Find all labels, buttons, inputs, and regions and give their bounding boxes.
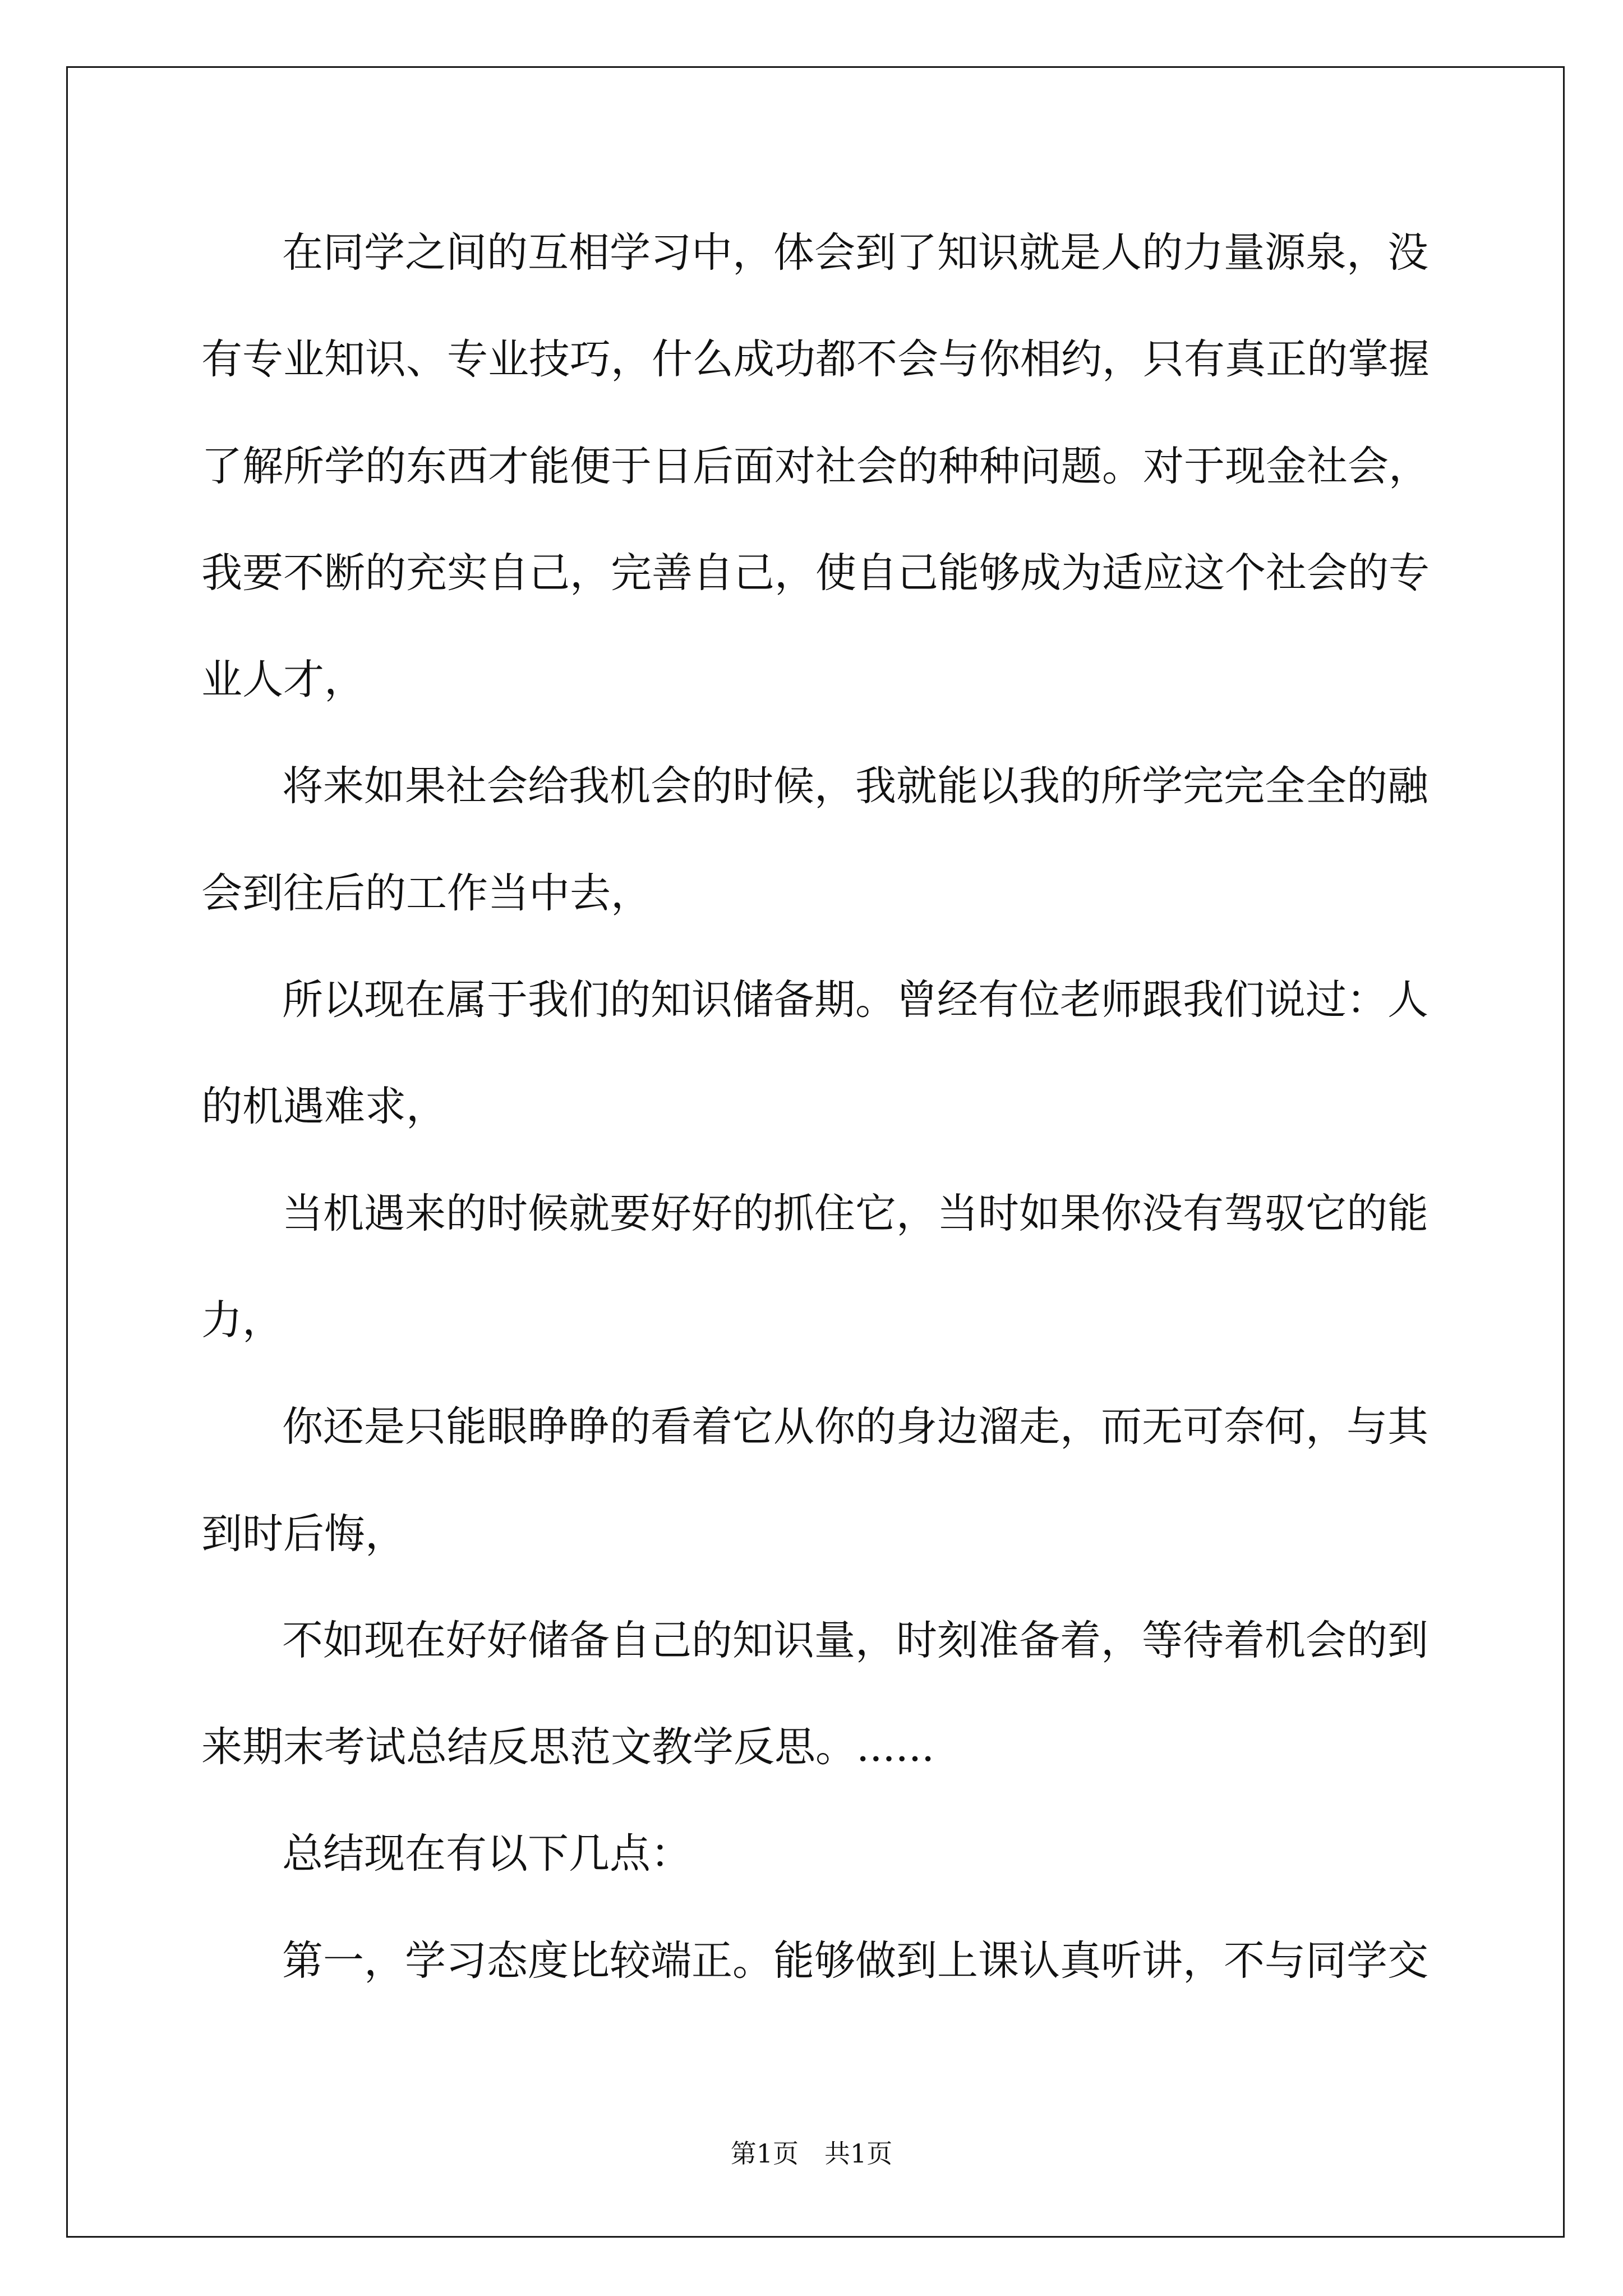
text-line: 会到往后的工作当中去， — [201, 869, 652, 917]
paragraph — [201, 1801, 1469, 1907]
text-line: 不如现在好好储备自己的知识量，时刻准备着，等待着机会的到 — [282, 1616, 1428, 1664]
paragraph — [201, 1161, 1469, 1374]
text-line: 所以现在属于我们的知识储备期。曾经有位老师跟我们说过：人 — [282, 976, 1428, 1024]
text-line: 将来如果社会给我机会的时候，我就能以我的所学完完全全的融 — [282, 762, 1428, 811]
text-line: 业人才， — [201, 656, 365, 704]
paragraph — [201, 1908, 1469, 2014]
text-line: 当机遇来的时候就要好好的抓住它，当时如果你没有驾驭它的能 — [282, 1189, 1428, 1237]
text-line: 在同学之间的互相学习中，体会到了知识就是人的力量源泉，没 — [282, 229, 1428, 277]
paragraph — [201, 733, 1469, 947]
text-line: 我要不断的充实自己，完善自己，使自己能够成为适应这个社会的专 — [201, 549, 1430, 597]
text-line: 总结现在有以下几点： — [282, 1830, 691, 1878]
text-line: 有专业知识、专业技巧，什么成功都不会与你相约，只有真正的掌握 — [201, 335, 1430, 384]
text-line: 来期末考试总结反思范文教学反思。...... — [201, 1723, 935, 1772]
text-line: 到时后悔， — [201, 1510, 406, 1558]
paragraph — [201, 200, 1469, 733]
paragraph — [201, 947, 1469, 1161]
text-line: 的机遇难求， — [201, 1083, 447, 1131]
page-number-footer: 第1页 共1页 — [730, 2138, 893, 2169]
text-line: 第一，学习态度比较端正。能够做到上课认真听讲，不与同学交 — [282, 1936, 1428, 1985]
text-line: 你还是只能眼睁睁的看着它从你的身边溜走，而无可奈何，与其 — [282, 1403, 1428, 1451]
document-body — [201, 200, 1469, 2014]
paragraph — [201, 1374, 1469, 1588]
text-line: 了解所学的东西才能便于日后面对社会的种种问题。对于现金社会， — [201, 442, 1430, 490]
text-line: 力， — [201, 1296, 283, 1344]
paragraph — [201, 1588, 1469, 1801]
